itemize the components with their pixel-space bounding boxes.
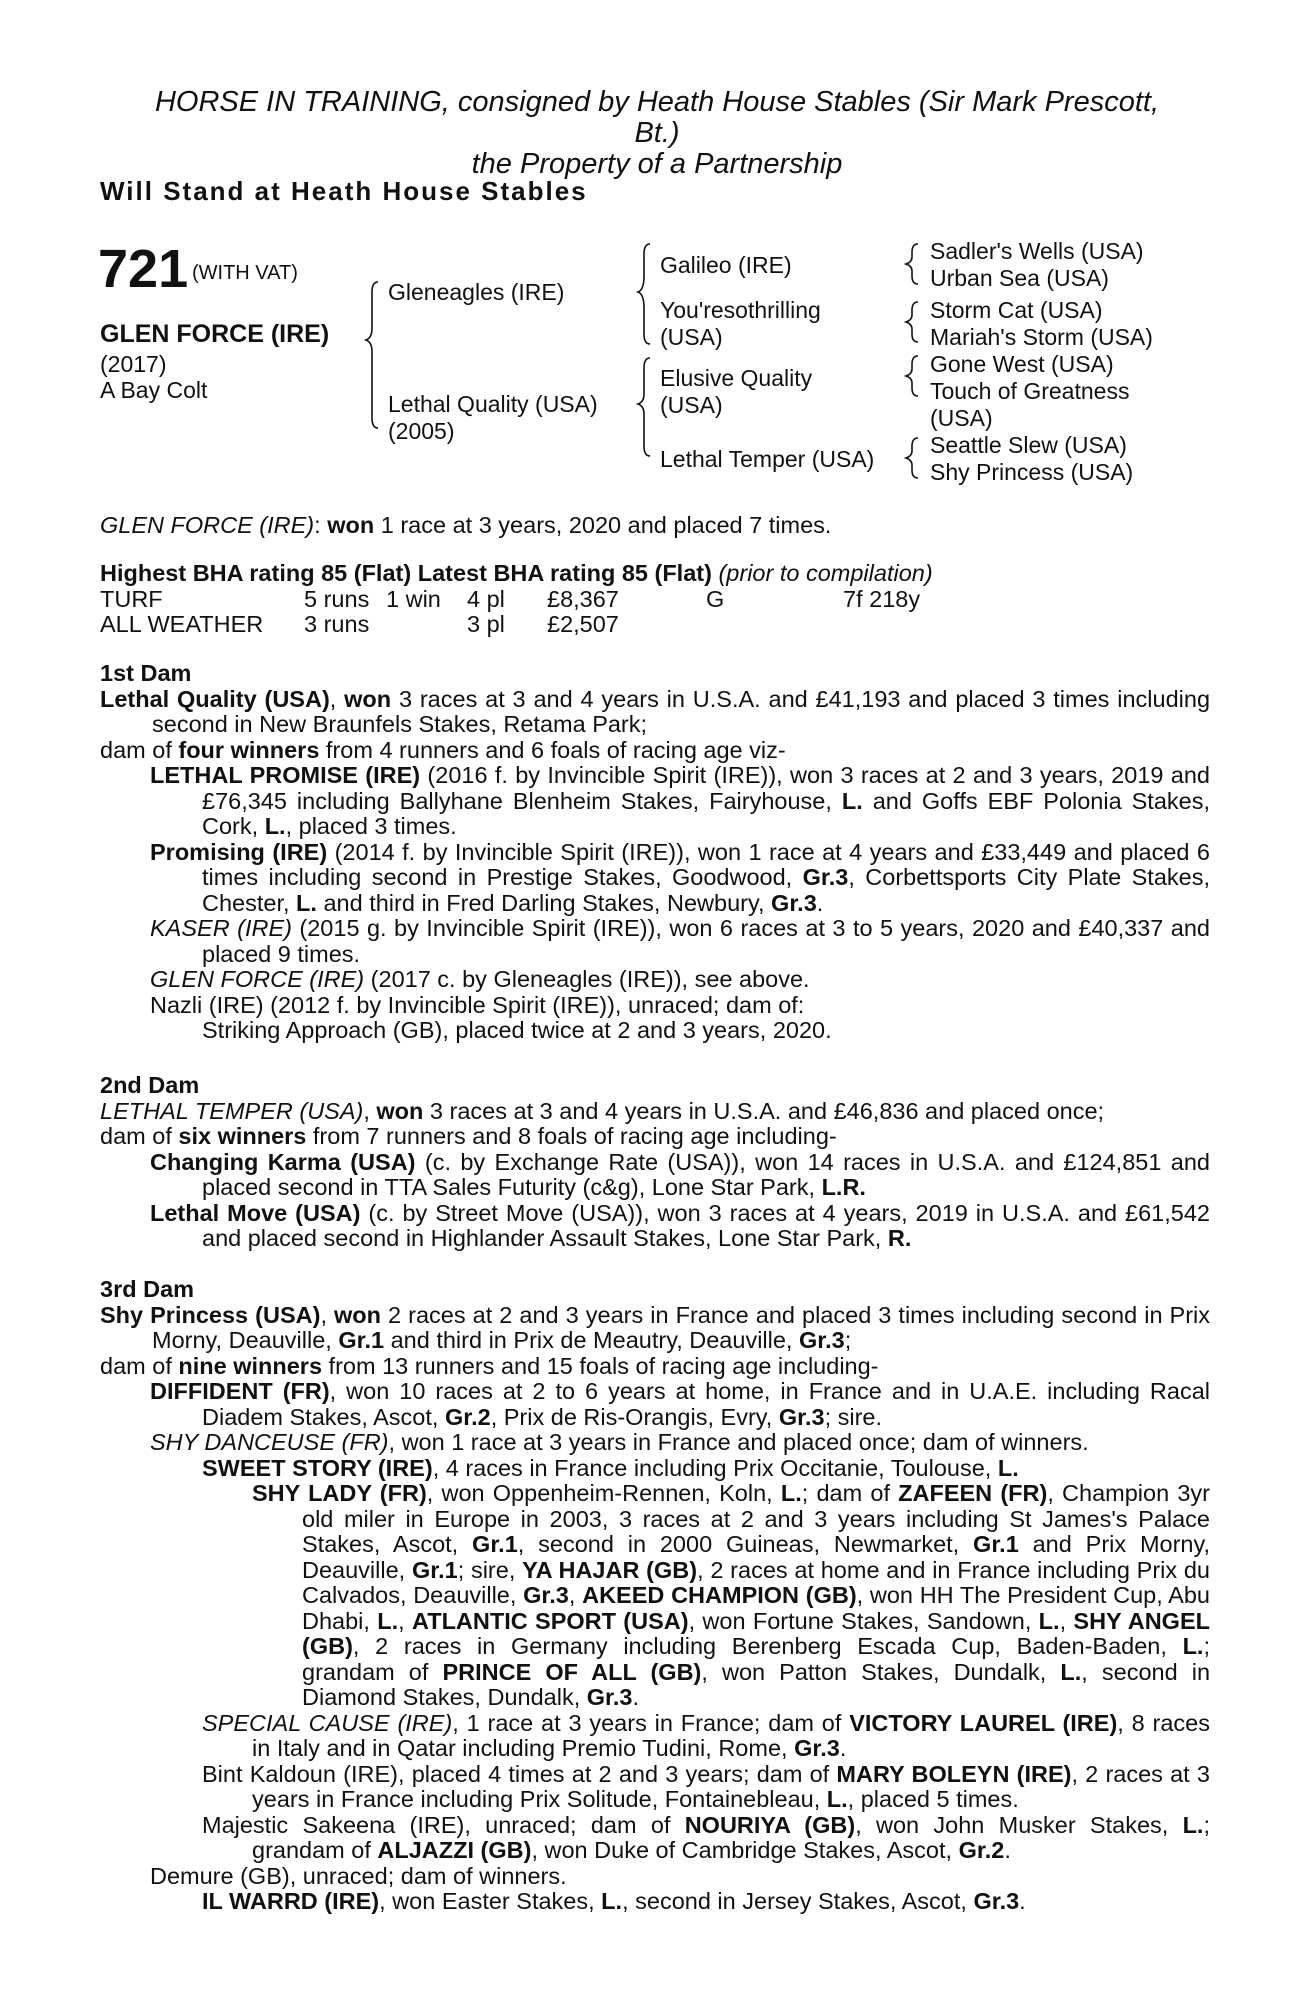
horse-description: A Bay Colt [100, 377, 208, 403]
foal-lethal-promise: LETHAL PROMISE (IRE) (2016 f. by Invincible Spirit (IRE)), won 3 races at 2 and 3 years, 2019 and £76,345 including Ballyhane Blenheim Stakes, Fairyhouse, L. and Goffs EBF Polonia Stakes, Cork, L., placed 3 times. [150, 762, 1211, 839]
consignor-line-cont: Bt.) [634, 117, 680, 149]
pedigree-dam-sire-cont: (USA) [660, 392, 723, 418]
race-summary: GLEN FORCE (IRE): won 1 race at 3 years, 2020 and placed 7 times. [100, 512, 832, 538]
foal-shy-danceuse: SHY DANCEUSE (FR), won 1 race at 3 years in France and placed once; dam of winners. [150, 1429, 1089, 1455]
pedigree-dam-sire: Elusive Quality [660, 365, 813, 391]
ratings-line [100, 560, 933, 587]
pedigree-sire-dam: You'resothrilling [660, 297, 821, 323]
foal-special-cause: SPECIAL CAUSE (IRE), 1 race at 3 years in France; dam of VICTORY LAUREL (IRE), 8 races in Italy and in Qatar including Premio Tudini, Rome, Gr.3. [202, 1709, 1210, 1761]
vat-note: (WITH VAT) [192, 262, 298, 284]
second-dam-section [100, 1073, 1210, 1252]
second-dam-produce: dam of six winners from 7 runners and 8 foals of racing age including- [100, 1123, 837, 1149]
foal-sweet-story: SWEET STORY (IRE), 4 races in France including Prix Occitanie, Toulouse, L. [202, 1454, 1019, 1481]
first-dam-heading: 1st Dam [100, 660, 192, 686]
foal-striking-approach: Striking Approach (GB), placed twice at 2 and 3 years, 2020. [202, 1017, 832, 1043]
pedigree-sire: Gleneagles (IRE) [388, 279, 565, 305]
pedigree-sire-sire: Galileo (IRE) [660, 252, 792, 278]
foal-shy-lady: SHY LADY (FR), won Oppenheim-Rennen, Koln, L.; dam of ZAFEEN (FR), Champion 3yr old miler in Europe in 2003, 3 races at 2 and 3 years including St James's Palace Stakes, Ascot, Gr.1, second in 2000 Guineas, Newmarket, Gr.1 and Prix Morny, Deauville, Gr.1; sire, YA HAJAR (GB), 2 races at home and in France including Prix du Calvados, Deauville, Gr.3, AKEED CHAMPION (GB), won HH The President Cup, Abu Dhabi, L., ATLANTIC SPORT (USA), won Fortune Stakes, Sandown, L., SHY ANGEL (GB), 2 races in Germany including Berenberg Escada Cup, Baden-Baden, L.; grandam of PRINCE OF ALL (GB), won Patton Stakes, Dundalk, L., second in Diamond Stakes, Dundalk, Gr.3. [252, 1480, 1211, 1710]
lot-number: 721 [98, 239, 189, 299]
summary-horse-name: GLEN FORCE (IRE) [100, 512, 315, 538]
pedigree-sire-dam-cont: (USA) [660, 324, 723, 350]
pedigree-g7: Seattle Slew (USA) [930, 432, 1127, 458]
first-dam-record: Lethal Quality (USA), won 3 races at 3 and 4 years in U.S.A. and £41,193 and placed 3 times including second in New Braunfels Stakes, Retama Park; [100, 685, 1211, 737]
consignor-line: HORSE IN TRAINING, consigned by Heath House Stables (Sir Mark Prescott, [154, 86, 1160, 118]
first-dam-section [100, 661, 1210, 1044]
third-dam-heading: 3rd Dam [100, 1276, 195, 1302]
foal-changing-karma: Changing Karma (USA) (c. by Exchange Rate (USA)), won 14 races in U.S.A. and £124,851 and placed second in TTA Sales Futurity (c&g), Lone Star Park, L.R. [150, 1148, 1210, 1200]
foal-lethal-move: Lethal Move (USA) (c. by Street Move (USA)), won 3 races at 4 years, 2019 in U.S.A. and £61,542 and placed second in Highlander Assault Stakes, Lone Star Park, R. [150, 1199, 1210, 1251]
ratings-note: (prior to compilation) [718, 560, 933, 586]
third-dam-produce: dam of nine winners from 13 runners and 15 foals of racing age including- [100, 1352, 879, 1379]
pedigree-g4: Mariah's Storm (USA) [930, 324, 1153, 350]
foal-promising: Promising (IRE) (2014 f. by Invincible Spirit (IRE)), won 1 race at 4 years and £33,449 and placed 6 times including second in Prestige Stakes, Goodwood, Gr.3, Corbettsports City Plate Stakes, Chester, L. and third in Fred Darling Stakes, Newbury, Gr.3. [150, 838, 1210, 916]
pedigree-dam-year: (2005) [388, 418, 455, 444]
foal-kaser: KASER (IRE) (2015 g. by Invincible Spirit (IRE)), won 6 races at 3 to 5 years, 2020 and £40,337 and placed 9 times. [150, 915, 1210, 967]
property-line: the Property of a Partnership [471, 148, 843, 180]
foal-glen-force: GLEN FORCE (IRE) (2017 c. by Gleneagles (IRE)), see above. [150, 966, 810, 992]
pedigree-g6-cont: (USA) [930, 405, 993, 431]
foal-diffident: DIFFIDENT (FR), won 10 races at 2 to 6 years at home, in France and in U.A.E. including Racal Diadem Stakes, Ascot, Gr.2, Prix de Ris-Orangis, Evry, Gr.3; sire. [150, 1378, 1210, 1430]
foal-bint-kaldoun: Bint Kaldoun (IRE), placed 4 times at 2 and 3 years; dam of MARY BOLEYN (IRE), 2 races at 3 years in France including Prix Solitude, Fontainebleau, L., placed 5 times. [202, 1760, 1210, 1812]
foal-majestic-sakeena: Majestic Sakeena (IRE), unraced; dam of NOURIYA (GB), won John Musker Stakes, L.; grandam of ALJAZZI (GB), won Duke of Cambridge Stakes, Ascot, Gr.2. [202, 1811, 1210, 1863]
pedigree-g6: Touch of Greatness [930, 378, 1130, 404]
second-dam-record: LETHAL TEMPER (USA), won 3 races at 3 and 4 years in U.S.A. and £46,836 and placed once; [100, 1097, 1105, 1124]
pedigree-g2: Urban Sea (USA) [930, 265, 1109, 291]
catalogue-page: HORSE IN TRAINING, consigned by Heath House Stables (Sir Mark Prescott, Bt.) the Property of a Partnership Will Stand at Heath House Stables 721 (WITH VAT) GLEN FORCE (IRE) (2017) A Bay Colt Gleneagles (IRE) Lethal Quality (USA) (2005) Galileo (IRE) You'resothrilling (USA) Elusive Quality (USA) Lethal Temper (USA) Sadler's Wells (USA) Urban Sea (USA) Storm Cat (USA) Mariah's Storm (USA) Gone West (USA) Touch of Greatness (USA) Seattle Slew (USA) Shy Princess (USA) GLEN FORCE (IRE): won 1 race at 3 years, 2020 and placed 7 times. Highest BHA rating 85 (Flat) Latest BHA rating 85 (Flat) (prior to compilation) TURF 5 runs 1 win 4 pl £8,367 G 7f 218y ALL WEATHER 3 runs 3 pl £2,507 1st Dam Lethal Quality (USA), won 3 races at 3 and 4 years in U.S.A. and £41,193 and placed 3 times including second in New Braunfels Stakes, Retama Park; dam of four winners from 4 runners and 6 foals of racing age viz- LETHAL PROMISE (IRE) (2016 f. by Invincible Spirit (IRE)), won 3 races at 2 and 3 years, 2019 and £76,345 including Ballyhane Blenheim Stakes, Fairyhouse, L. and Goffs EBF Polonia Stakes, Cork, L., placed 3 times. Promising (IRE) (2014 f. by Invincible Spirit (IRE)), won 1 race at 4 years and £33,449 and placed 6 times including second in Prestige Stakes, Goodwood, Gr.3, Corbettsports City Plate Stakes, Chester, L. and third in Fred Darling Stakes, Newbury, Gr.3. KASER (IRE) (2015 g. by Invincible Spirit (IRE)), won 6 races at 3 to 5 years, 2020 and £40,337 and placed 9 times. GLEN FORCE (IRE) (2017 c. by Gleneagles (IRE)), see above. Nazli (IRE) (2012 f. by Invincible Spirit (IRE)), unraced; dam of: Striking Approach (GB), placed twice at 2 and 3 years, 2020. 2nd Dam LETHAL TEMPER (USA), won 3 races at 3 and 4 years in U.S.A. and £46,836 and placed once; dam of six winners from 7 runners and 8 foals of racing age including- Changing Karma (USA) (c. by Exchange Rate (USA)), won 14 races in U.S.A. and £124,851 and placed second in TTA Sales Futurity (c&g), Lone Star Park, L.R. Lethal Move (USA) (c. by Street Move (USA)), won 3 races at 4 years, 2019 in U.S.A. and £61,542 and placed second in Highlander Assault Stakes, Lone Star Park, R. 3rd Dam Shy Princess (USA), won 2 races at 2 and 3 years in France and placed 3 times including second in Prix Morny, Deauville, Gr.1 and third in Prix de Meautry, Deauville, Gr.3; dam of nine winners from 13 runners and 15 foals of racing age including- DIFFIDENT (FR), won 10 races at 2 to 6 years at home, in France and in U.A.E. including Racal Diadem Stakes, Ascot, Gr.2, Prix de Ris-Orangis, Evry, Gr.3; sire. SHY DANCEUSE (FR), won 1 race at 3 years in France and placed once; dam of winners. SWEET STORY (IRE), 4 races in France including Prix Occitanie, Toulouse, L. SHY LADY (FR), won Oppenheim-Rennen, Koln, L.; dam of ZAFEEN (FR), Champion 3yr old miler in Europe in 2003, 3 races at 2 and 3 years including St James's Palace Stakes, Ascot, Gr.1, second in 2000 Guineas, Newmarket, Gr.1 and Prix Morny, Deauville, Gr.1; sire, YA HAJAR (GB), 2 races at home and in France including Prix du Calvados, Deauville, Gr.3, AKEED CHAMPION (GB), won HH The President Cup, Abu Dhabi, L., ATLANTIC SPORT (USA), won Fortune Stakes, Sandown, L., SHY ANGEL (GB), 2 races in Germany including Berenberg Escada Cup, Baden-Baden, L.; grandam of PRINCE OF ALL (GB), won Patton Stakes, Dundalk, L., second in Diamond Stakes, Dundalk, Gr.3. SPECIAL CAUSE (IRE), 1 race at 3 years in France; dam of VICTORY LAUREL (IRE), 8 races in Italy and in Qatar including Premio Tudini, Rome, Gr.3. Bint Kaldoun (IRE), placed 4 times at 2 and 3 years; dam of MARY BOLEYN (IRE), 2 races at 3 years in France including Prix Solitude, Fontainebleau, L., placed 5 times. Majestic Sakeena (IRE), unraced; dam of NOURIYA (GB), won John Musker Stakes, L.; grandam of ALJAZZI (GB), won Duke of Cambridge Stakes, Ascot, Gr.2. Demure (GB), unraced; dam of winners. IL WARRD (IRE), won Easter Stakes, L., second in Jersey Stakes, Ascot, Gr.3. [0, 0, 1314, 2000]
stand-line: Will Stand at Heath House Stables [100, 176, 588, 206]
second-dam-heading: 2nd Dam [100, 1072, 200, 1098]
ratings-heading: Highest BHA rating 85 (Flat) Latest BHA rating 85 (Flat) [100, 560, 712, 586]
summary-won: won [327, 512, 375, 538]
horse-name: GLEN FORCE (IRE) [100, 320, 330, 348]
pedigree-g1: Sadler's Wells (USA) [930, 238, 1144, 264]
third-dam-section [100, 1277, 1210, 1915]
third-dam-record: Shy Princess (USA), won 2 races at 2 and 3 years in France and placed 3 times including second in Prix Morny, Deauville, Gr.1 and third in Prix de Meautry, Deauville, Gr.3; [100, 1301, 1211, 1353]
pedigree-dam: Lethal Quality (USA) [388, 391, 598, 417]
foal-nazli: Nazli (IRE) (2012 f. by Invincible Spirit (IRE)), unraced; dam of: [150, 991, 805, 1018]
foal-demure: Demure (GB), unraced; dam of winners. [150, 1862, 567, 1889]
pedigree-g8: Shy Princess (USA) [930, 459, 1134, 485]
pedigree-dam-dam: Lethal Temper (USA) [660, 446, 875, 472]
pedigree-g3: Storm Cat (USA) [930, 297, 1103, 323]
horse-year: (2017) [100, 351, 167, 377]
foal-il-warrd: IL WARRD (IRE), won Easter Stakes, L., second in Jersey Stakes, Ascot, Gr.3. [202, 1888, 1026, 1914]
first-dam-produce: dam of four winners from 4 runners and 6 foals of racing age viz- [100, 736, 786, 763]
pedigree-g5: Gone West (USA) [930, 351, 1114, 377]
